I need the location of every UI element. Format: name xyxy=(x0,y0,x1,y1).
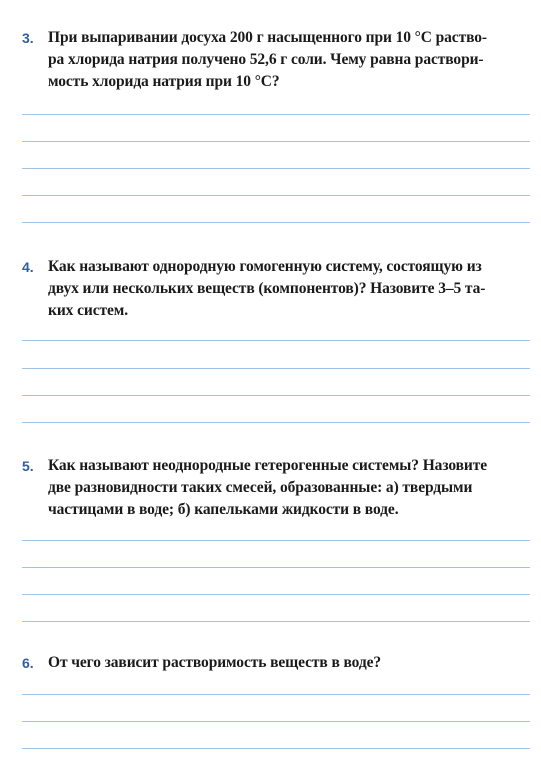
question-text xyxy=(48,27,528,93)
answer-line[interactable] xyxy=(22,694,530,695)
answer-line[interactable] xyxy=(22,721,530,722)
answer-line[interactable] xyxy=(22,141,530,142)
question-text xyxy=(48,256,528,322)
question-number: 6. xyxy=(22,655,34,671)
answer-line[interactable] xyxy=(22,748,530,749)
question-text-line: Как называют однородную гомогенную систему, состоящую из xyxy=(48,258,482,275)
question-text-line: От чего зависит растворимость веществ в воде? xyxy=(48,654,382,671)
question-text-line: При выпаривании досуха 200 г насыщенного при 10 °С раство- xyxy=(48,29,487,46)
answer-line[interactable] xyxy=(22,340,530,341)
question-number: 5. xyxy=(22,458,34,474)
answer-line[interactable] xyxy=(22,621,530,622)
answer-line[interactable] xyxy=(22,422,530,423)
question-text xyxy=(48,652,528,674)
answer-line[interactable] xyxy=(22,114,530,115)
question-text-line: двух или нескольких веществ (компонентов)? Назовите 3–5 та- xyxy=(48,280,486,297)
answer-line[interactable] xyxy=(22,540,530,541)
answer-line[interactable] xyxy=(22,195,530,196)
answer-line[interactable] xyxy=(22,395,530,396)
question-text-line: две разновидности таких смесей, образованные: а) твердыми xyxy=(48,479,473,496)
answer-line[interactable] xyxy=(22,168,530,169)
question-text-line: ких систем. xyxy=(48,302,129,319)
question-text-line: Как называют неоднородные гетерогенные системы? Назовите xyxy=(48,457,488,474)
question-text-line: частицами в воде; б) капельками жидкости в воде. xyxy=(48,501,399,518)
answer-line[interactable] xyxy=(22,222,530,223)
answer-line[interactable] xyxy=(22,368,530,369)
answer-line[interactable] xyxy=(22,594,530,595)
question-number: 4. xyxy=(22,259,34,275)
question-text xyxy=(48,455,528,521)
question-text-line: ра хлорида натрия получено 52,6 г соли. Чему равна раствори- xyxy=(48,51,484,68)
answer-line[interactable] xyxy=(22,567,530,568)
question-number: 3. xyxy=(22,30,34,46)
question-text-line: мость хлорида натрия при 10 °С? xyxy=(48,73,280,90)
